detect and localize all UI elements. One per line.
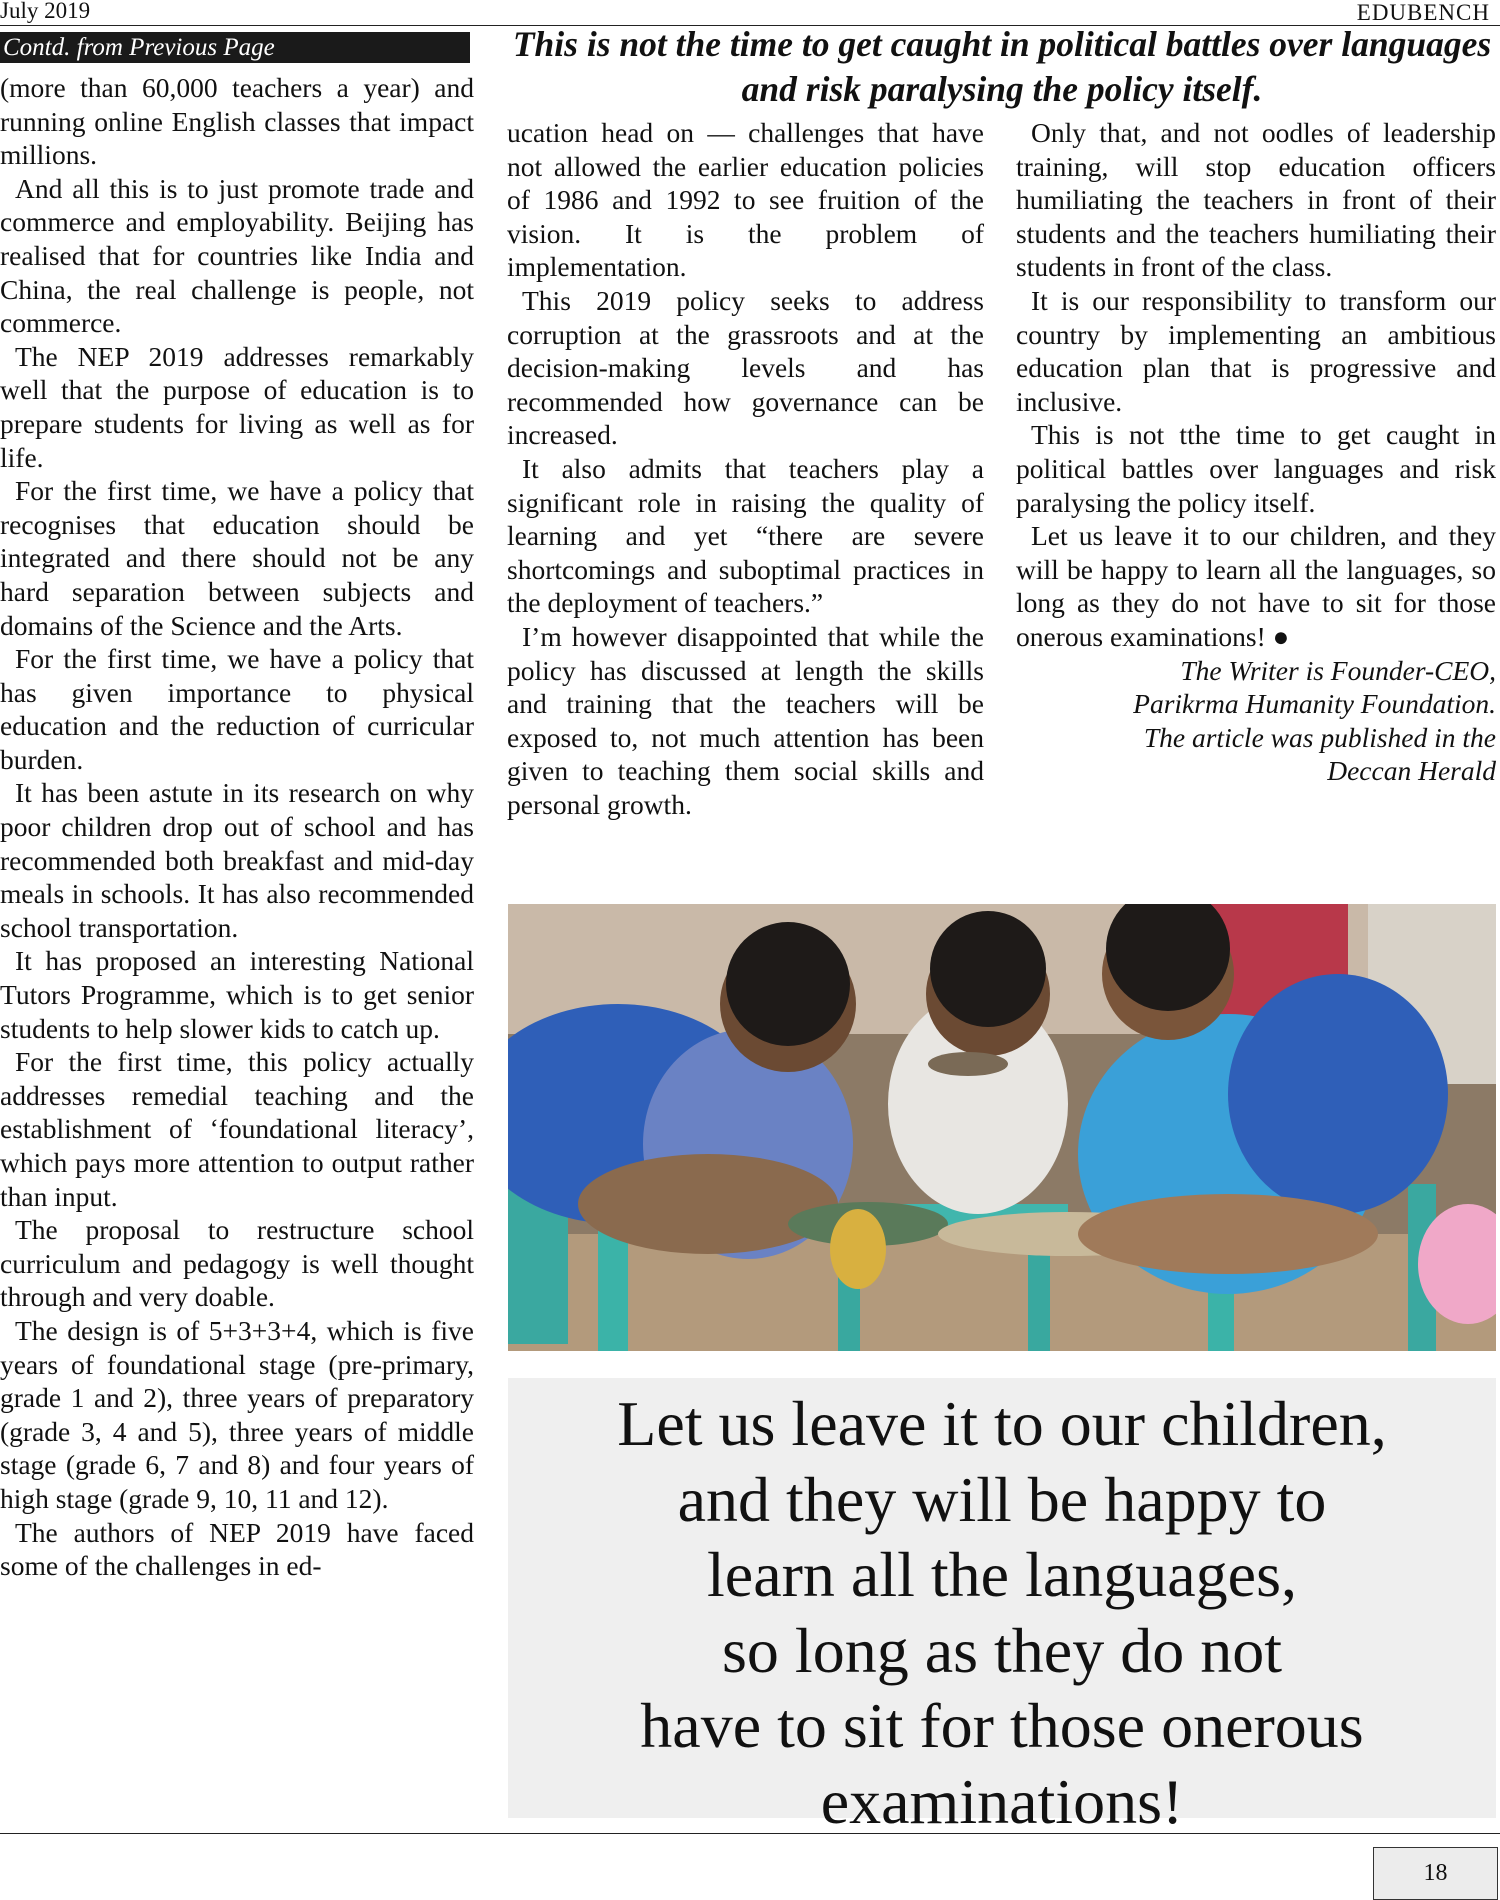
credit-line: Deccan Herald <box>1327 755 1496 787</box>
children-photo <box>508 904 1496 1351</box>
paragraph: The authors of NEP 2019 have faced some of the challenges in ed- <box>0 1516 474 1582</box>
footer-rule <box>0 1833 1500 1834</box>
paragraph: The proposal to restructure school curriculum and pedagogy is well thought through and very doable. <box>0 1214 474 1313</box>
pull-quote-line: Let us leave it to our children, <box>617 1388 1387 1459</box>
paragraph: ucation head on — challenges that have not allowed the earlier education policies of 1986 and 1992 to see fruition of the vision. It is the problem of implementation. <box>507 117 984 283</box>
paragraph: This 2019 policy seeks to address corruption at the grassroots and at the decision-making levels and has recommended how governance can be increased. <box>507 284 984 451</box>
article-column-3 <box>1016 116 1496 788</box>
paragraph: The NEP 2019 addresses remarkably well that the purpose of education is to prepare students for living as well as for life. <box>0 340 474 473</box>
pull-quote-line: so long as they do not <box>722 1614 1282 1686</box>
paragraph: This is not tthe time to get caught in political battles over languages and risk paralysing the policy itself. <box>1016 419 1496 518</box>
issue-date: July 2019 <box>0 0 91 23</box>
pull-quote-line: examinations! <box>820 1765 1184 1837</box>
pull-quote <box>508 1378 1496 1837</box>
article-column-2 <box>507 116 984 821</box>
paragraph: It has proposed an interesting National Tutors Programme, which is to get senior students to help slower kids to catch up. <box>0 945 474 1044</box>
paragraph: And all this is to just promote trade and commerce and employability. Beijing has realised that for countries like India and China, the real challenge is people, not commerce. <box>0 172 474 339</box>
headline: This is not the time to get caught in political battles over languages and risk paralysing the policy itself. <box>512 24 1492 109</box>
paragraph: For the first time, we have a policy that has given importance to physical education and the reduction of curricular burden. <box>0 643 474 775</box>
credit-line: The Writer is Founder-CEO, <box>1180 654 1496 686</box>
pull-quote-line: and they will be happy to <box>677 1463 1327 1535</box>
paragraph: The design is of 5+3+3+4, which is five years of foundational stage (pre-primary, grade 1 and 2), three years of preparatory (grade 3, 4 and 5), three years of middle stage (grade 6, 7 and 8) and four years of high stage (grade 9, 10, 11 and 12). <box>0 1314 474 1514</box>
page-number: 18 <box>1373 1847 1498 1900</box>
paragraph: It is our responsibility to transform our country by implementing an ambitious education plan that is progressive and inclusive. <box>1016 284 1496 417</box>
publication-name: EDUBENCH <box>1356 0 1490 25</box>
paragraph: (more than 60,000 teachers a year) and running online English classes that impact millions. <box>0 72 474 171</box>
paragraph: Only that, and not oodles of leadership training, will stop education officers humiliating the teachers in front of their students and the teachers humiliating their students in front of the class. <box>1016 117 1496 283</box>
photo-illustration <box>508 904 1496 1351</box>
pull-quote-line: have to sit for those onerous <box>640 1690 1364 1761</box>
author-credit <box>1016 654 1496 788</box>
credit-line: Parikrma Humanity Foundation. <box>1133 688 1496 720</box>
paragraph: Let us leave it to our children, and they will be happy to learn all the languages, so long as they do not have to sit for those onerous examinations! ● <box>1016 520 1496 652</box>
paragraph: For the first time, this policy actually addresses remedial teaching and the establishment of ‘foundational literacy’, which pays more attention to output rather than input. <box>0 1046 474 1212</box>
continued-label: Contd. from Previous Page <box>0 32 470 63</box>
paragraph: For the first time, we have a policy that recognises that education should be integrated and there should not be any hard separation between subjects and domains of the Science and the Arts. <box>0 475 474 641</box>
paragraph: It also admits that teachers play a significant role in raising the quality of learning and yet “there are severe shortcomings and suboptimal practices in the deployment of teachers.” <box>507 452 984 619</box>
article-column-1 <box>0 71 474 1583</box>
paragraph: It has been astute in its research on why poor children drop out of school and has recommended both breakfast and mid-day meals in schools. It has also recommended school transportation. <box>0 777 474 943</box>
paragraph: I’m however disappointed that while the policy has discussed at length the skills and training that the teachers will be exposed to, not much attention has been given to teaching them social skills and personal growth. <box>507 620 984 820</box>
pull-quote-line: learn all the languages, <box>707 1539 1297 1610</box>
credit-line: The article was published in the <box>1143 721 1496 753</box>
